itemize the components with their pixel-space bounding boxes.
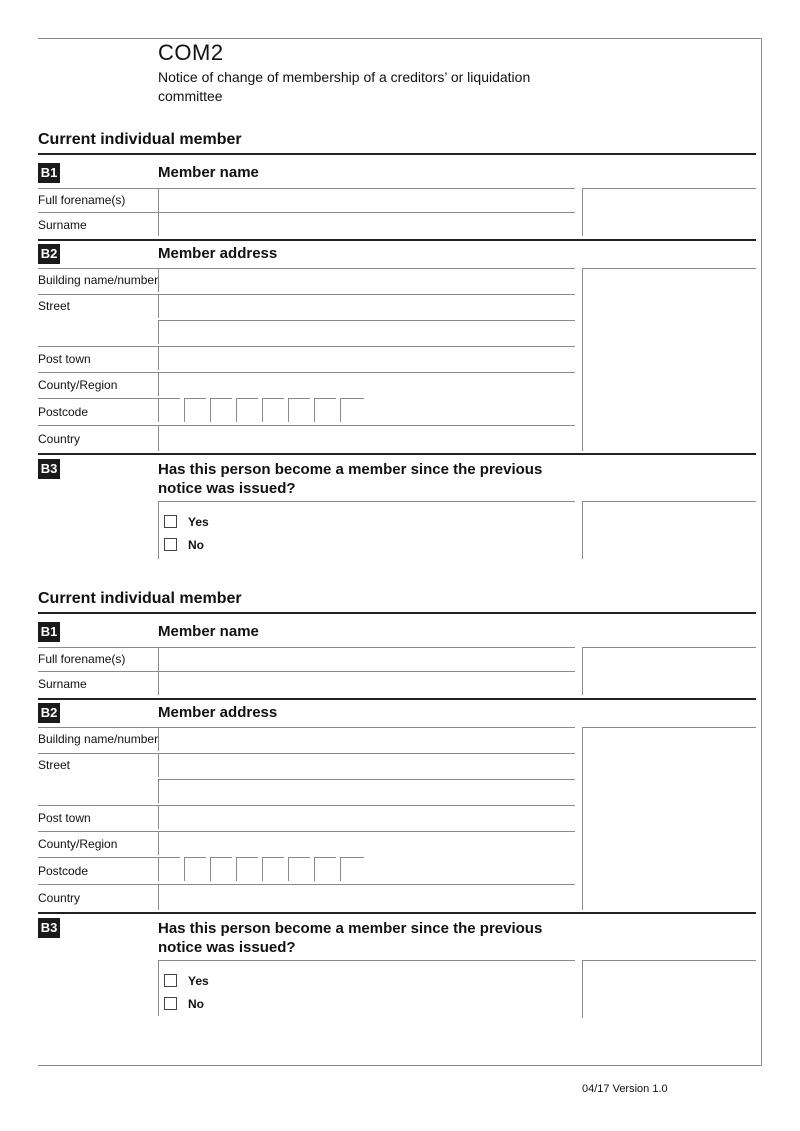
postcode-char-box[interactable] [210, 857, 232, 881]
yes-label: Yes [188, 515, 209, 529]
street-input-2[interactable] [158, 320, 575, 344]
bottom-border [38, 1065, 762, 1066]
badge-b3: B3 [38, 459, 60, 479]
section-rule [38, 698, 756, 700]
top-border [38, 38, 762, 39]
membership-question: Has this person become a member since the previous notice was issued? [158, 920, 543, 956]
postcode-char-box[interactable] [314, 857, 336, 881]
country-label: Country [38, 891, 81, 905]
yes-label: Yes [188, 974, 209, 988]
section-title: Current individual member [38, 131, 242, 148]
country-input[interactable] [158, 425, 575, 451]
no-checkbox[interactable] [164, 538, 177, 551]
surname-input[interactable] [158, 212, 575, 236]
postcode-char-box[interactable] [210, 398, 232, 422]
row-divider [38, 857, 158, 858]
postcode-char-box[interactable] [158, 398, 180, 422]
badge-b1: B1 [38, 163, 60, 183]
member-name-heading: Member name [158, 164, 259, 181]
no-label: No [188, 997, 204, 1011]
country-input[interactable] [158, 884, 575, 910]
surname-label: Surname [38, 677, 87, 691]
row-divider [38, 294, 158, 295]
guidance-box [582, 268, 756, 451]
version-footer: 04/17 Version 1.0 [582, 1083, 668, 1095]
postcode-char-box[interactable] [236, 398, 258, 422]
section-rule [38, 153, 756, 155]
guidance-box [582, 501, 756, 559]
section-title: Current individual member [38, 590, 242, 607]
membership-question: Has this person become a member since the previous notice was issued? [158, 461, 543, 497]
street-input-1[interactable] [158, 294, 575, 318]
postcode-char-box[interactable] [288, 857, 310, 881]
section-rule [38, 612, 756, 614]
row-divider [38, 753, 158, 754]
postcode-char-box[interactable] [184, 398, 206, 422]
badge-b3: B3 [38, 918, 60, 938]
no-label: No [188, 538, 204, 552]
forename-input[interactable] [158, 647, 575, 671]
row-divider [38, 346, 158, 347]
postcode-char-box[interactable] [262, 398, 284, 422]
row-divider [38, 647, 158, 648]
surname-input[interactable] [158, 671, 575, 695]
yes-checkbox[interactable] [164, 974, 177, 987]
country-label: Country [38, 432, 81, 446]
postcode-char-box[interactable] [236, 857, 258, 881]
no-checkbox[interactable] [164, 997, 177, 1010]
county-label: County/Region [38, 837, 118, 851]
row-divider [38, 188, 158, 189]
member-address-heading: Member address [158, 245, 278, 262]
yes-checkbox[interactable] [164, 515, 177, 528]
row-divider [38, 372, 158, 373]
postcode-char-box[interactable] [340, 398, 364, 422]
town-input[interactable] [158, 346, 575, 370]
guidance-box [582, 647, 756, 695]
row-divider [38, 831, 158, 832]
row-divider [38, 425, 158, 426]
guidance-box [582, 960, 756, 1018]
badge-b1: B1 [38, 622, 60, 642]
building-label: Building name/number [38, 273, 159, 287]
form-subtitle: Notice of change of membership of a creditors’ or liquidation committee [158, 69, 531, 104]
county-label: County/Region [38, 378, 118, 392]
section-rule [38, 453, 756, 455]
row-divider [38, 398, 158, 399]
postcode-char-box[interactable] [288, 398, 310, 422]
street-input-1[interactable] [158, 753, 575, 777]
county-input[interactable] [158, 831, 575, 855]
street-input-2[interactable] [158, 779, 575, 803]
street-label: Street [38, 299, 71, 313]
forename-input[interactable] [158, 188, 575, 212]
row-divider [38, 671, 158, 672]
section-rule [38, 912, 756, 914]
town-input[interactable] [158, 805, 575, 829]
question-rule [158, 501, 575, 502]
row-divider [38, 212, 158, 213]
row-divider [38, 805, 158, 806]
postcode-label: Postcode [38, 405, 89, 419]
postcode-char-box[interactable] [262, 857, 284, 881]
question-rule [158, 960, 575, 961]
building-input[interactable] [158, 268, 575, 292]
row-divider [38, 268, 158, 269]
right-border [761, 38, 762, 1066]
surname-label: Surname [38, 218, 87, 232]
building-label: Building name/number [38, 732, 159, 746]
guidance-box [582, 188, 756, 236]
row-divider [38, 884, 158, 885]
question-rule [158, 960, 159, 1016]
forename-label: Full forename(s) [38, 193, 126, 207]
form-code: COM2 [158, 40, 224, 65]
postcode-char-box[interactable] [158, 857, 180, 881]
member-address-heading: Member address [158, 704, 278, 721]
question-rule [158, 501, 159, 559]
building-input[interactable] [158, 727, 575, 751]
badge-b2: B2 [38, 703, 60, 723]
town-label: Post town [38, 352, 91, 366]
badge-b2: B2 [38, 244, 60, 264]
town-label: Post town [38, 811, 91, 825]
row-divider [38, 727, 158, 728]
section-rule [38, 239, 756, 241]
county-input[interactable] [158, 372, 575, 396]
postcode-label: Postcode [38, 864, 89, 878]
guidance-box [582, 727, 756, 910]
member-name-heading: Member name [158, 623, 259, 640]
postcode-char-box[interactable] [314, 398, 336, 422]
postcode-char-box[interactable] [184, 857, 206, 881]
forename-label: Full forename(s) [38, 652, 126, 666]
street-label: Street [38, 758, 71, 772]
postcode-char-box[interactable] [340, 857, 364, 881]
